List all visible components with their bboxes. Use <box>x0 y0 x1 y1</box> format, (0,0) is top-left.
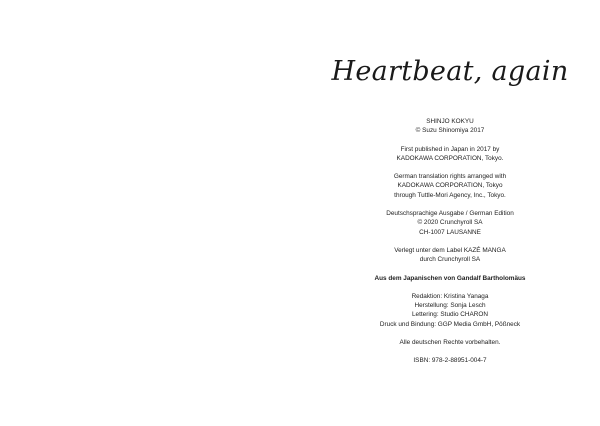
credit-editor: Redaktion: Kristina Yanaga <box>411 292 489 300</box>
credit-production: Herstellung: Sonja Lesch <box>414 302 486 310</box>
translator-credit <box>300 274 600 283</box>
publisher-label-line-2: durch Crunchyroll SA <box>419 256 481 264</box>
credit-lettering: Lettering: Studio CHARON <box>411 311 488 319</box>
isbn-line: ISBN: 978-2-88951-004-7 <box>413 357 487 365</box>
rights-line: Alle deutschen Rechte vorbehalten. <box>399 339 501 347</box>
production-credits <box>300 292 600 329</box>
isbn-block <box>300 356 600 365</box>
right-page <box>300 0 600 426</box>
original-title: SHINJO KOKYU <box>426 118 474 125</box>
translator-line: Aus dem Japanischen von Gandalf Bartholomäus <box>374 274 526 282</box>
original-copyright <box>300 117 600 136</box>
translation-rights-line-1: German translation rights arranged with <box>393 173 507 181</box>
publisher-label-line-1: Verlegt unter dem Label KAZÉ MANGA <box>394 246 506 254</box>
translation-rights-line-3: through Tuttle-Mori Agency, Inc., Tokyo. <box>394 191 506 199</box>
rights-notice <box>300 338 600 347</box>
translation-rights <box>300 172 600 200</box>
first-published-line-1: First published in Japan in 2017 by <box>400 145 500 153</box>
german-edition <box>300 209 600 237</box>
credit-printing: Druck und Bindung: GGP Media GmbH, Pößneck <box>379 320 521 328</box>
first-published-line-2: KADOKAWA CORPORATION, Tokyo. <box>396 154 504 162</box>
imprint-block <box>300 117 600 375</box>
first-published <box>300 145 600 164</box>
original-copyright-line: © Suzu Shinomiya 2017 <box>415 127 485 135</box>
german-edition-line-1: Deutschsprachige Ausgabe / German Edition <box>386 210 514 218</box>
book-title: Heartbeat, again <box>331 56 569 87</box>
german-edition-line-3: CH-1007 LAUSANNE <box>419 228 481 236</box>
german-edition-line-2: © 2020 Crunchyroll SA <box>417 219 483 227</box>
translation-rights-line-2: KADOKAWA CORPORATION, Tokyo <box>397 182 503 190</box>
publisher-label <box>300 246 600 265</box>
